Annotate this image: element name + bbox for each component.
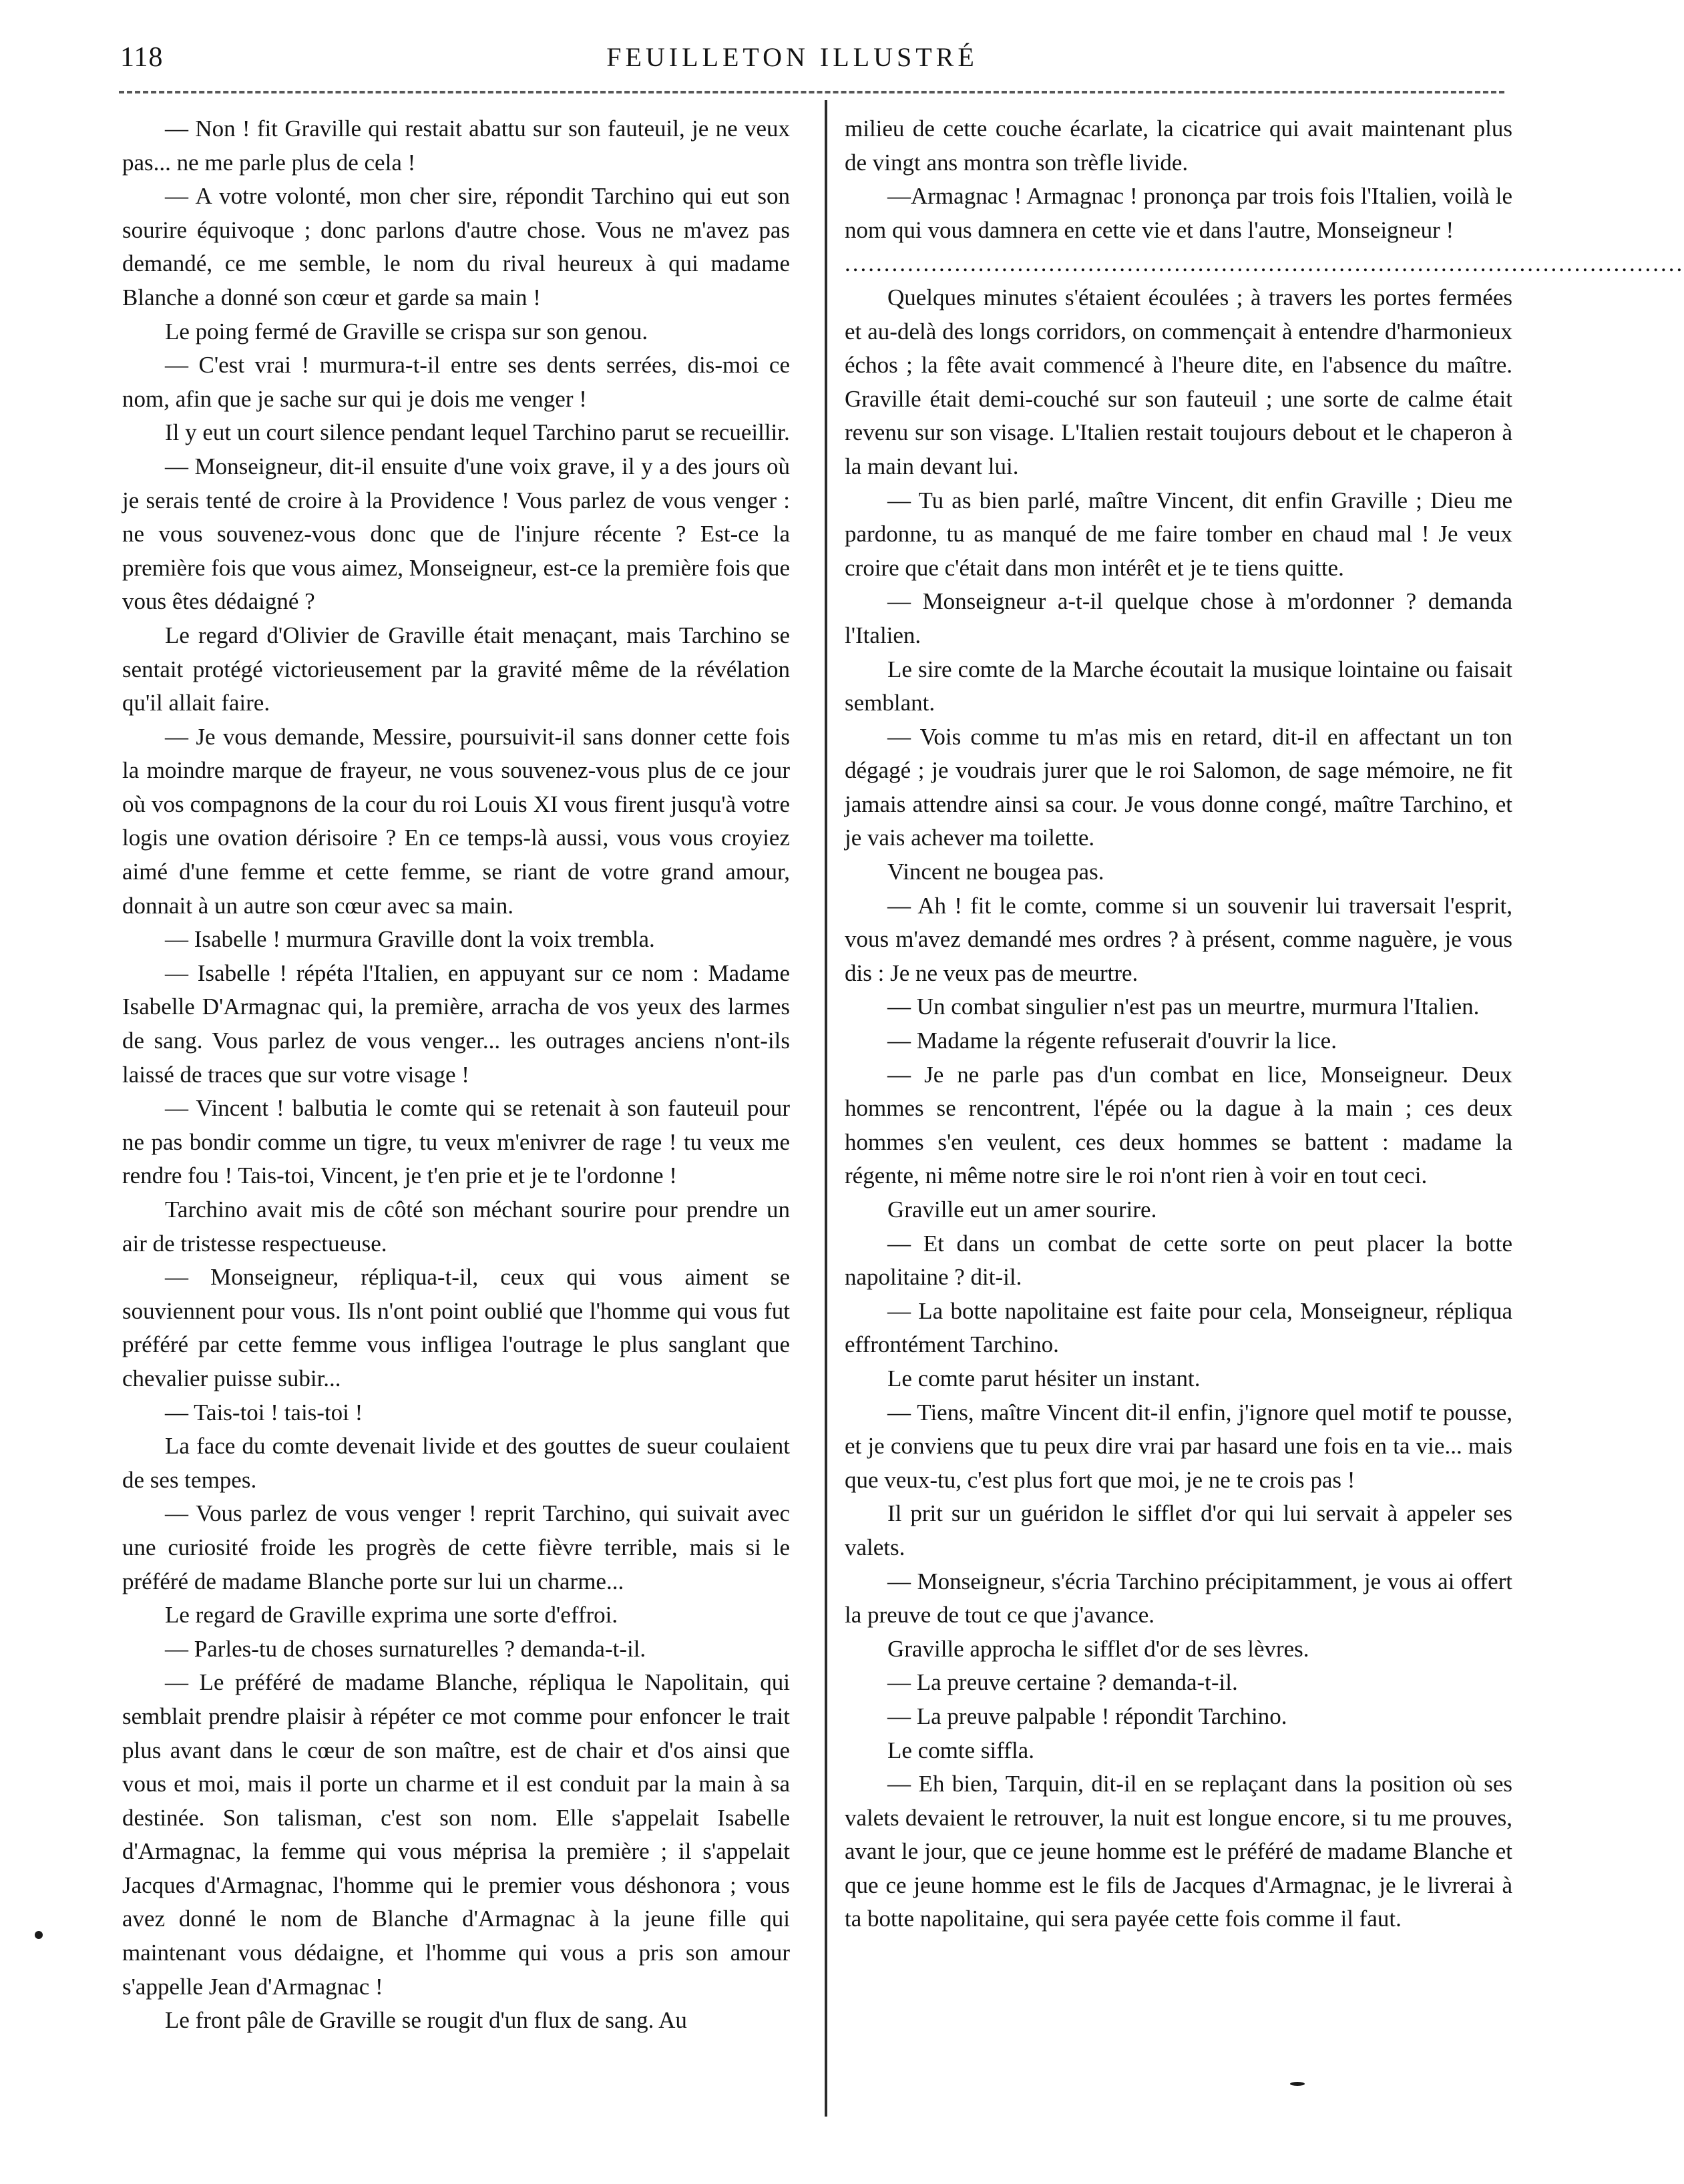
paragraph: — Et dans un combat de cette sorte on peut placer la botte napolitaine ? dit-il. (845, 1230, 1512, 1291)
page-number: 118 (120, 42, 164, 73)
paragraph: Le comte siffla. (887, 1737, 1034, 1763)
paragraph: — A votre volonté, mon cher sire, répondit Tarchino qui eut son sourire équivoque ; donc parlons d'autre chose. Vous ne m'avez pas demandé, ce me semble, le nom du rival heureux à qui madame Blanche a donné son cœur et garde sa main ! (122, 183, 790, 310)
paragraph: — Un combat singulier n'est pas un meurtre, murmura l'Italien. (887, 994, 1480, 1020)
ink-speck (1290, 2082, 1305, 2086)
paragraph: Vincent ne bougea pas. (887, 859, 1104, 885)
paragraph: — Madame la régente refuserait d'ouvrir la lice. (887, 1028, 1337, 1054)
paragraph: Le sire comte de la Marche écoutait la musique lointaine ou faisait semblant. (845, 656, 1512, 716)
paragraph: — C'est vrai ! murmura-t-il entre ses dents serrées, dis-moi ce nom, afin que je sache sur qui je dois me venger ! (122, 352, 790, 412)
paragraph: — Monseigneur a-t-il quelque chose à m'ordonner ? demanda l'Italien. (845, 588, 1512, 648)
column-divider (825, 100, 827, 2117)
paragraph: — Non ! fit Graville qui restait abattu sur son fauteuil, je ne veux pas... ne me parle plus de cela ! (122, 116, 790, 176)
paragraph: — Tiens, maître Vincent dit-il enfin, j'ignore quel motif te pousse, et je conviens que tu peux dire vrai par hasard une fois en ta vie... mais que veux-tu, c'est plus fort que moi, je ne te crois pas ! (845, 1399, 1512, 1493)
paragraph: — Je ne parle pas d'un combat en lice, Monseigneur. Deux hommes se rencontrent, l'épée ou la dague à la main ; ces deux hommes s'en veulent, ces deux hommes se battent : madame la régente, ni même notre sire le roi n'ont rien à voir en tout ceci. (845, 1061, 1512, 1189)
paragraph: — Monseigneur, dit-il ensuite d'une voix grave, il y a des jours où je serais tenté de croire à la Providence ! Vous parlez de vous venger : ne vous souvenez-vous donc que de l'injure récente ? Est-ce la première fois que vous aimez, Monseigneur, est-ce la première fois que vous êtes dédaigné ? (122, 453, 790, 615)
paragraph-continuation: milieu de cette couche écarlate, la cicatrice qui avait maintenant plus de vingt ans montra son trèfle livide. (845, 116, 1512, 176)
paragraph: — Isabelle ! répéta l'Italien, en appuyant sur ce nom : Madame Isabelle D'Armagnac qui, la première, arracha de vos yeux des larmes de sang. Vous parlez de vous venger... les outrages anciens n'ont-ils laissé de traces que sur votre visage ! (122, 959, 790, 1088)
paragraph: — La botte napolitaine est faite pour cela, Monseigneur, répliqua effrontément Tarchino. (845, 1297, 1512, 1358)
paragraph: — Vincent ! balbutia le comte qui se retenait à son fauteuil pour ne pas bondir comme un tigre, tu veux m'enivrer de rage ! tu veux me rendre fou ! Tais-toi, Vincent, je t'en prie et je te l'ordonne ! (122, 1095, 790, 1189)
paragraph: — Monseigneur, répliqua-t-il, ceux qui vous aiment se souviennent pour vous. Ils n'ont point oublié que l'homme qui vous fut préféré par cette femme vous infligea l'outrage le plus sanglant que chevalier puisse subir... (122, 1264, 790, 1391)
paragraph: — Vois comme tu m'as mis en retard, dit-il en affectant un ton dégagé ; je voudrais jurer que le roi Salomon, de sage mémoire, ne fit jamais attendre ainsi sa cour. Je vous donne congé, maître Tarchino, et je vais achever ma toilette. (845, 723, 1512, 851)
section-break: ........................................................................................................... (845, 250, 1684, 277)
paragraph: La face du comte devenait livide et des gouttes de sueur coulaient de ses tempes. (122, 1433, 790, 1493)
paragraph: Quelques minutes s'étaient écoulées ; à travers les portes fermées et au-delà des longs corridors, on commençait à entendre d'harmonieux échos ; la fête avait commencé à l'heure dite, en l'absence du maître. Graville était demi-couché sur son fauteuil ; une sorte de calme était revenu sur son visage. L'Italien restait toujours debout et le chaperon à la main devant lui. (845, 284, 1512, 479)
paragraph: — Tu as bien parlé, maître Vincent, dit enfin Graville ; Dieu me pardonne, tu as manqué de me faire tomber en chaud mal ! Je veux croire que c'était dans mon intérêt et je te tiens quitte. (845, 487, 1512, 581)
right-column (845, 112, 1684, 1936)
paragraph: Le front pâle de Graville se rougit d'un flux de sang. Au (165, 2007, 687, 2034)
paragraph: — Monseigneur, s'écria Tarchino précipitamment, je vous ai offert la preuve de tout ce que j'avance. (845, 1568, 1512, 1628)
paragraph: Il prit sur un guéridon le sifflet d'or qui lui servait à appeler ses valets. (845, 1500, 1512, 1560)
paragraph: — Isabelle ! murmura Graville dont la voix trembla. (165, 926, 655, 953)
paragraph: Le poing fermé de Graville se crispa sur son genou. (165, 318, 648, 345)
paragraph: Graville approcha le sifflet d'or de ses lèvres. (887, 1635, 1309, 1662)
paragraph: — Le préféré de madame Blanche, répliqua le Napolitain, qui semblait prendre plaisir à répéter ce mot comme pour enfoncer le trait plus avant dans le cœur de son maître, est de chair et d'os ainsi que vous et moi, mais il porte un charme et il est conduit par la main à sa destinée. Son talisman, c'est son nom. Elle s'appelait Isabelle d'Armagnac, la femme qui vous méprisa la première ; il s'appelait Jacques d'Armagnac, l'homme qui le premier vous déshonora ; vous avez donné le nom de Blanche d'Armagnac à la jeune fille qui maintenant vous dédaigne, et l'homme qui vous a pris son amour s'appelle Jean d'Armagnac ! (122, 1669, 790, 2000)
ink-speck (35, 1931, 43, 1939)
paragraph: — Je vous demande, Messire, poursuivit-il sans donner cette fois la moindre marque de frayeur, ne vous souvenez-vous plus de ce jour où vos compagnons de la cour du roi Louis XI vous firent jusqu'à votre logis une ovation dérisoire ? En ce temps-là aussi, vous vous croyiez aimé d'une femme et cette femme, se riant de votre grand amour, donnait à un autre son cœur avec sa main. (122, 723, 790, 919)
paragraph: — Ah ! fit le comte, comme si un souvenir lui traversait l'esprit, vous m'avez demandé mes ordres ? à présent, comme naguère, je vous dis : Je ne veux pas de meurtre. (845, 892, 1512, 986)
paragraph: Le regard d'Olivier de Graville était menaçant, mais Tarchino se sentait protégé victorieusement par la gravité même de la révélation qu'il allait faire. (122, 622, 790, 716)
paragraph: — Tais-toi ! tais-toi ! (165, 1399, 363, 1426)
running-title: FEUILLETON ILLUSTRÉ (606, 42, 978, 72)
left-column (122, 112, 790, 2038)
paragraph: — Eh bien, Tarquin, dit-il en se replaçant dans la position où ses valets devaient le retrouver, la nuit est longue encore, si tu me prouves, avant le jour, que ce jeune homme est le préféré de madame Blanche et que ce jeune homme est le fils de Jacques d'Armagnac, je le livrerai à ta botte napolitaine, qui sera payée cette fois comme il faut. (845, 1771, 1512, 1932)
paragraph: Il y eut un court silence pendant lequel Tarchino parut se recueillir. (165, 419, 790, 446)
paragraph: Tarchino avait mis de côté son méchant sourire pour prendre un air de tristesse respectueuse. (122, 1196, 790, 1257)
paragraph: — Parles-tu de choses surnaturelles ? demanda-t-il. (165, 1635, 646, 1662)
paragraph: Graville eut un amer sourire. (887, 1196, 1157, 1223)
paragraph: — La preuve palpable ! répondit Tarchino. (887, 1703, 1287, 1729)
paragraph: — Vous parlez de vous venger ! reprit Tarchino, qui suivait avec une curiosité froide les progrès de cette fièvre terrible, mais si le préféré de madame Blanche porte sur lui un charme... (122, 1500, 790, 1594)
header-rule (119, 91, 1504, 93)
paragraph: Le comte parut hésiter un instant. (887, 1365, 1201, 1391)
paragraph: Le regard de Graville exprima une sorte d'effroi. (165, 1602, 618, 1628)
paragraph: —Armagnac ! Armagnac ! prononça par trois fois l'Italien, voilà le nom qui vous damnera en cette vie et dans l'autre, Monseigneur ! (845, 183, 1512, 243)
paragraph: — La preuve certaine ? demanda-t-il. (887, 1669, 1238, 1696)
